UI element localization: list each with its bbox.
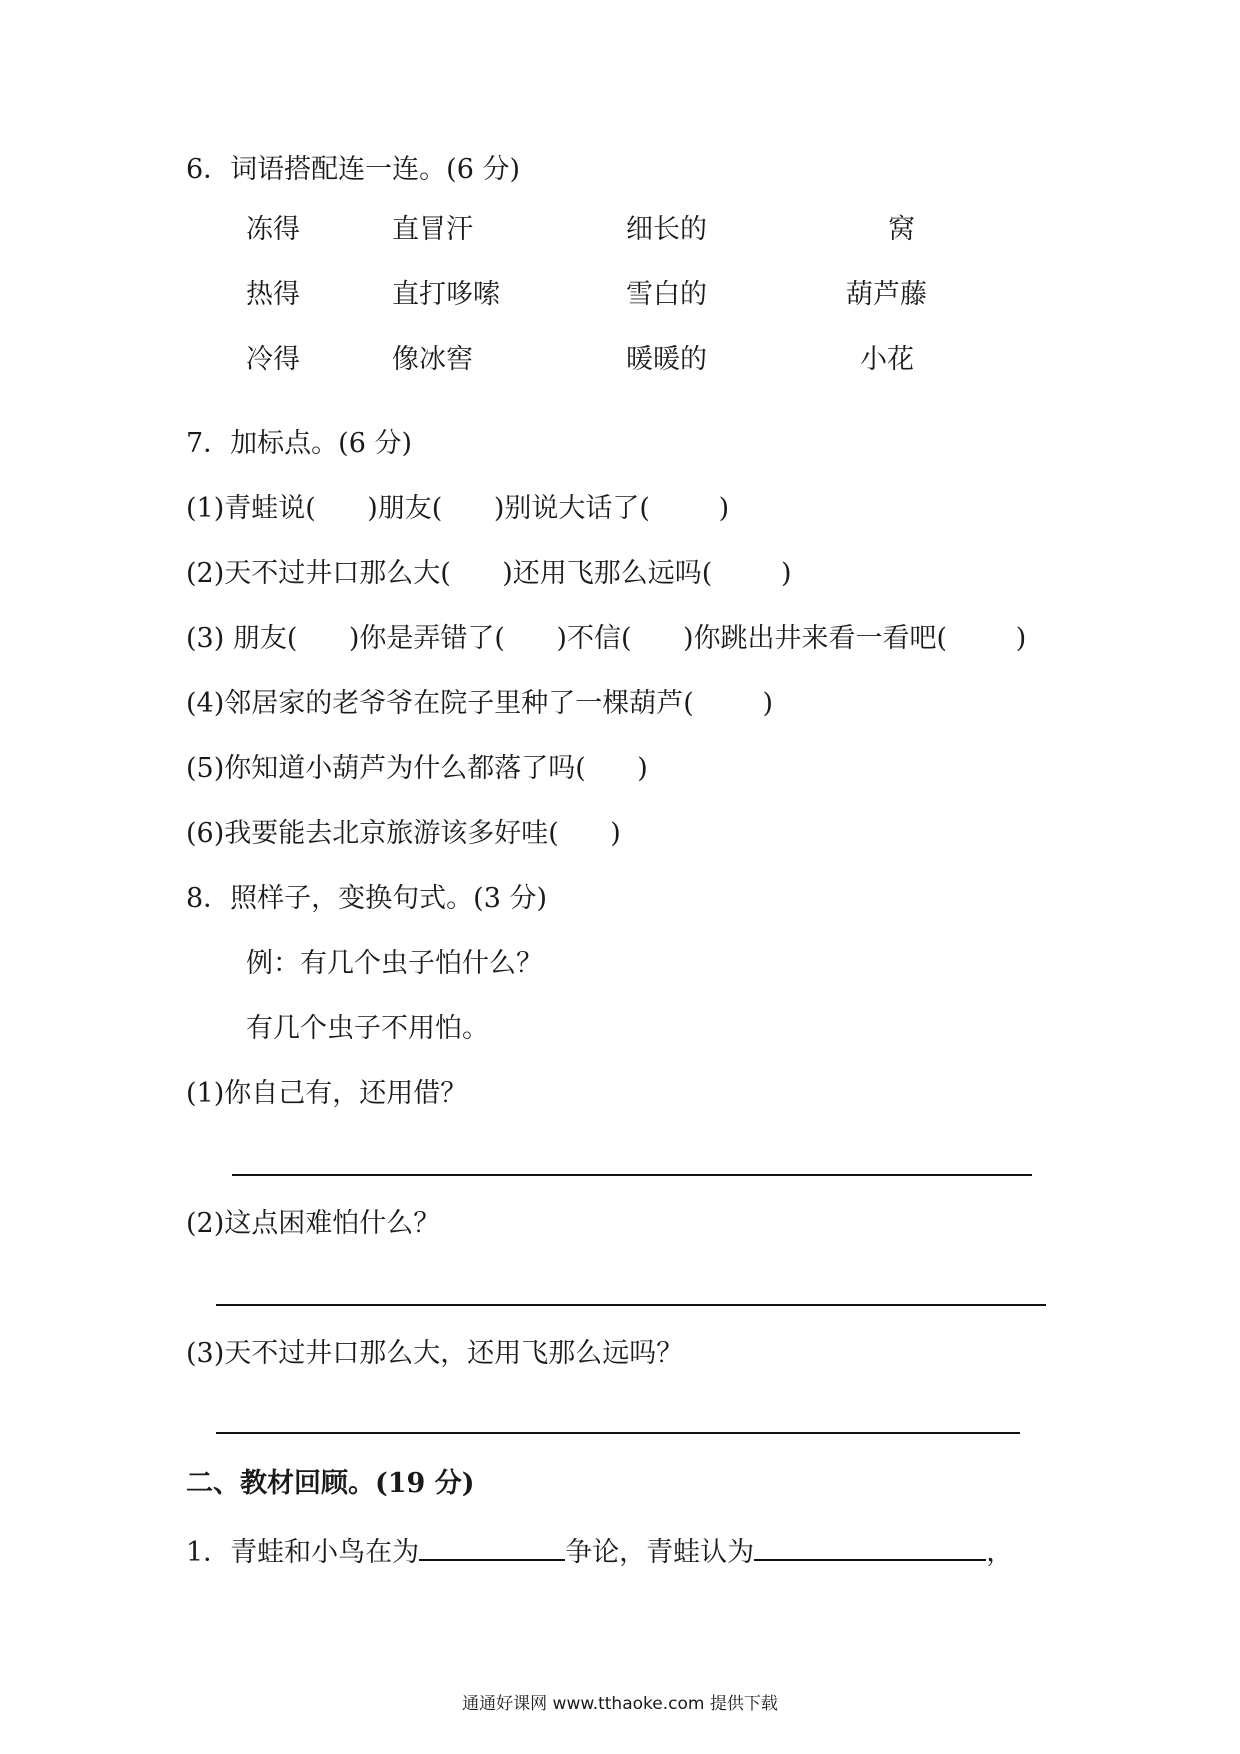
q8-title: 8．照样子，变换句式。(3 分) (186, 883, 548, 914)
q6-col2-item: 直打哆嗦 (392, 279, 500, 310)
q8-answer-line[interactable] (232, 1174, 1032, 1176)
section2-q1-blank[interactable] (754, 1531, 986, 1561)
q6-col4-item: 葫芦藤 (846, 279, 927, 310)
q6-col3-item: 雪白的 (626, 279, 707, 310)
q8-item: (2)这点困难怕什么？ (186, 1208, 441, 1239)
q6-col2-item: 直冒汗 (392, 214, 473, 245)
q8-item: (3)天不过井口那么大，还用飞那么远吗？ (186, 1338, 684, 1369)
section2-q1-text: ， (986, 1537, 1014, 1568)
q7-item[interactable]: (2)天不过井口那么大( )还用飞那么远吗( ) (186, 558, 792, 589)
q7-item[interactable]: (5)你知道小葫芦为什么都落了吗( ) (186, 753, 648, 784)
section2-q1-blank[interactable] (419, 1531, 565, 1561)
q8-example-question: 例：有几个虫子怕什么？ (246, 948, 543, 979)
section2-q1-text: 1．青蛙和小鸟在为 (186, 1537, 420, 1568)
q8-example-answer: 有几个虫子不用怕。 (246, 1013, 489, 1044)
q8-item: (1)你自己有，还用借？ (186, 1078, 468, 1109)
q6-col4-item: 小花 (860, 344, 914, 375)
section2-q1 (186, 1531, 1013, 1571)
q6-col3-item: 暖暖的 (626, 344, 707, 375)
page-footer: 通通好课网 www.tthaoke.com 提供下载 (462, 1694, 778, 1714)
q8-answer-line[interactable] (216, 1304, 1046, 1306)
q6-col4-item: 窝 (888, 214, 915, 245)
q6-col2-item: 像冰窖 (392, 344, 473, 375)
q7-item[interactable]: (6)我要能去北京旅游该多好哇( ) (186, 818, 621, 849)
section2-q1-text: 争论，青蛙认为 (565, 1537, 755, 1568)
q6-col1-item: 冷得 (246, 344, 300, 375)
q7-item[interactable]: (1)青蛙说( )朋友( )别说大话了( ) (186, 493, 730, 524)
q8-answer-line[interactable] (216, 1432, 1020, 1434)
q6-col1-item: 冻得 (246, 214, 300, 245)
q6-title: 6．词语搭配连一连。(6 分) (186, 154, 521, 185)
q7-title: 7．加标点。(6 分) (186, 428, 413, 459)
q6-col3-item: 细长的 (626, 214, 707, 245)
section2-heading: 二、教材回顾。(19 分) (186, 1468, 475, 1499)
q7-item[interactable]: (4)邻居家的老爷爷在院子里种了一棵葫芦( ) (186, 688, 773, 719)
q6-col1-item: 热得 (246, 279, 300, 310)
q7-item[interactable]: (3) 朋友( )你是弄错了( )不信( )你跳出井来看一看吧( ) (186, 623, 1027, 654)
